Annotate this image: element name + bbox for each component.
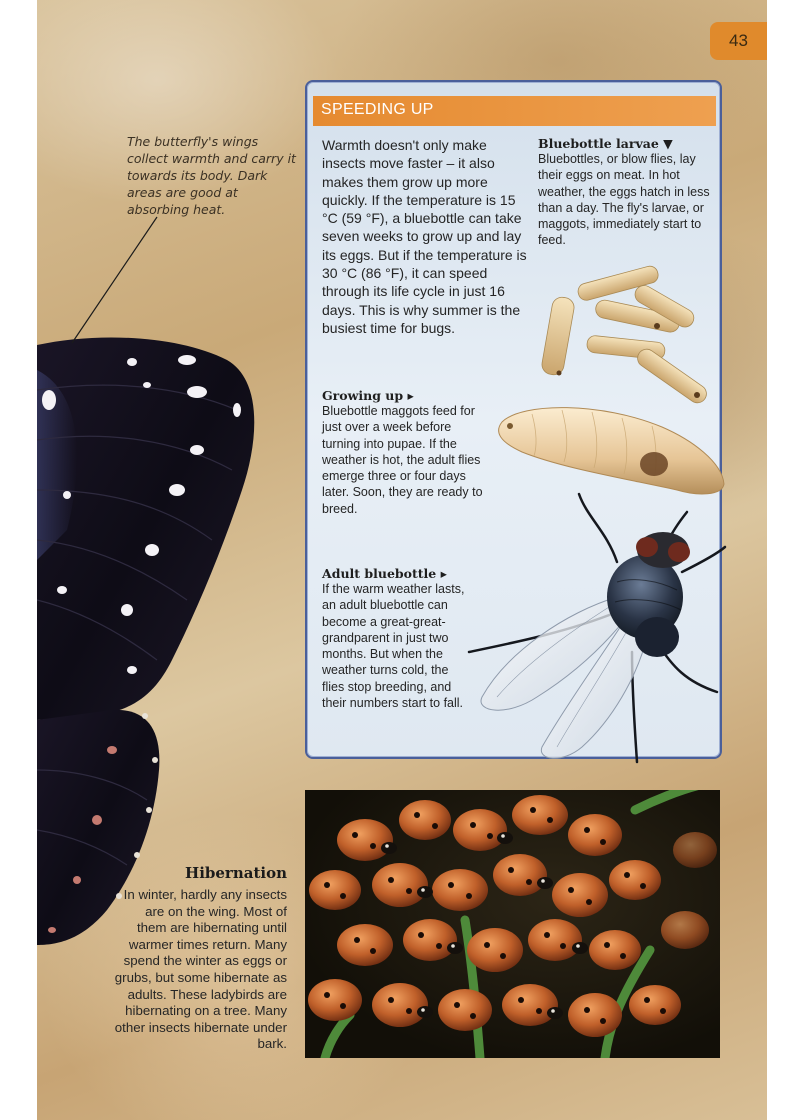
growing-up-text: Bluebottle maggots feed for just over a week before turning into pupae. If the weather is hot, the adult flies emerge three or four days later. Soon, they are ready to breed. <box>322 404 483 516</box>
adult-bluebottle-text: If the warm weather lasts, an adult bluebottle can become a great-great-grandparent in just two months. But when the weather turns cold, the flies stop breeding, and their numbers start to fall. <box>322 582 465 711</box>
large-maggot-image <box>492 392 732 502</box>
adult-bluebottle-heading: Adult bluebottle ▸ <box>322 566 447 581</box>
speeding-up-header <box>313 96 716 126</box>
butterfly-caption: The butterfly's wings collect warmth and carry it towards its body. Dark areas are good at absorbing heat. <box>127 134 296 217</box>
page-number: 43 <box>729 31 748 50</box>
hibernation-heading: Hibernation <box>185 864 287 882</box>
adult-bluebottle-block <box>322 566 474 711</box>
butterfly-wing-image <box>37 330 267 950</box>
page-number-tab <box>710 22 767 60</box>
growing-up-heading: Growing up ▸ <box>322 388 414 403</box>
speeding-up-title: SPEEDING UP <box>321 101 434 118</box>
bluebottle-fly-image <box>467 492 727 772</box>
growing-up-block <box>322 388 487 517</box>
book-page <box>37 0 767 1120</box>
speeding-up-main-text: Warmth doesn't only make insects move faster – it also makes them grow up more quickly. If the temperature is 15 °C (59 °F), a bluebottle can take seven weeks to grow up and lay its eggs. But if the temperature is 30 °C (86 °F), it can speed through its life cycle in just 16 days. This is why summer is the busiest time for bugs. <box>322 137 527 336</box>
hibernation-text: In winter, hardly any insects are on the wing. Most of them are hibernating until warmer times return. Many spend the winter as eggs or grubs, but some hibernate as adults. These ladybirds are hibernating on a tree. Many other insects hibernate under bark. <box>114 887 287 1052</box>
larvae-text: Bluebottles, or blow flies, lay their eggs on meat. In hot weather, the eggs hatch in less than a day. The fly's larvae, or maggots, immediately start to feed. <box>538 152 710 248</box>
speeding-up-box <box>305 80 722 759</box>
larvae-block <box>538 136 716 249</box>
larvae-heading: Bluebottle larvae ▼ <box>538 136 673 151</box>
ladybirds-photo <box>305 790 720 1058</box>
caption-pointer-line <box>67 215 167 345</box>
